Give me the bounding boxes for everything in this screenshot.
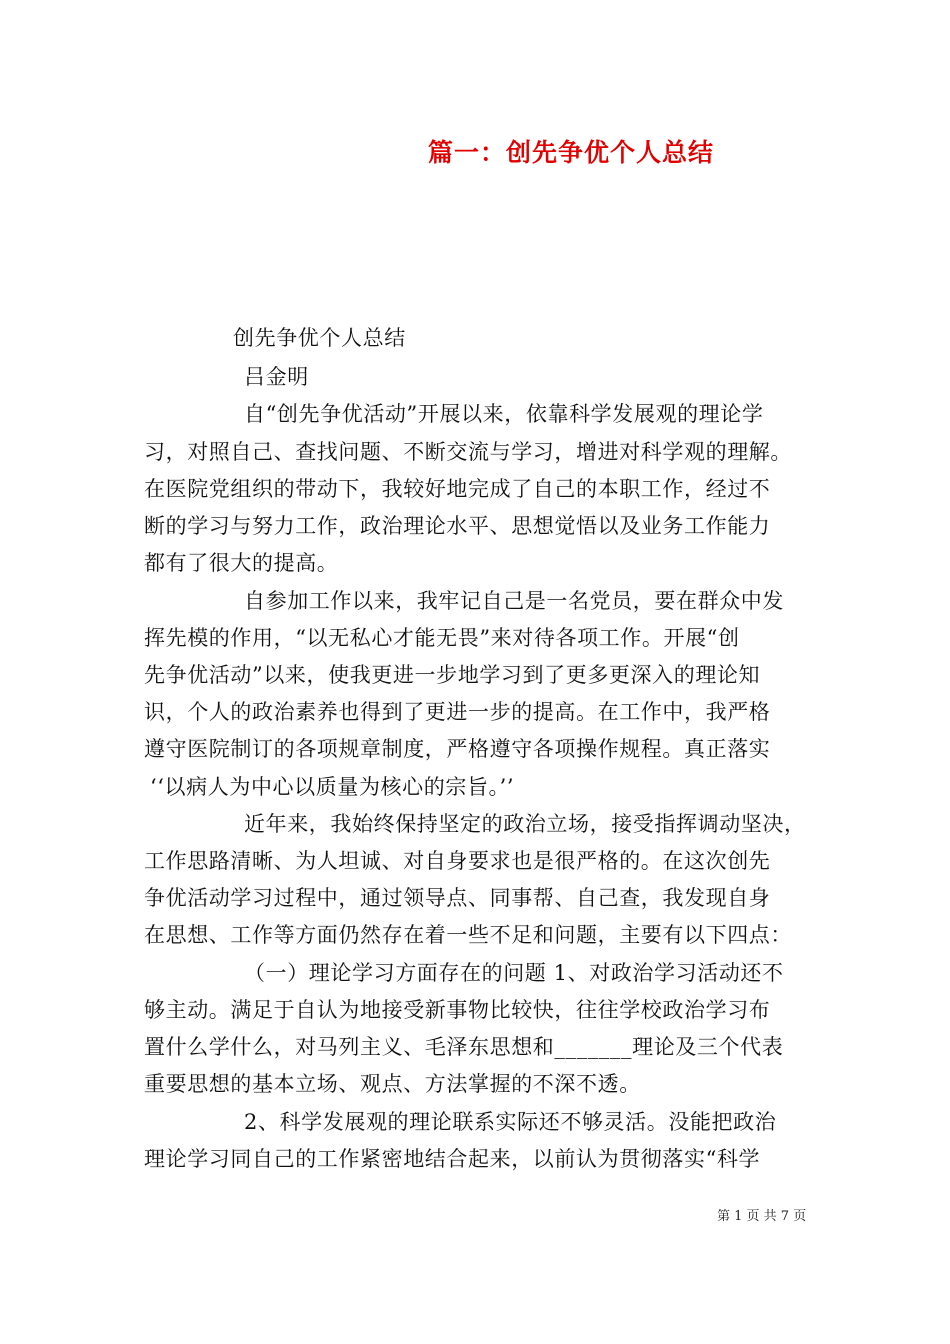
body-line: 遵守医院制订的各项规章制度，严格遵守各项操作规程。真正落实: [144, 737, 771, 761]
document-subtitle: 创先争优个人总结: [233, 326, 406, 350]
document-author: 吕金明: [244, 365, 309, 389]
body-line: 自“创先争优活动”开展以来，依靠科学发展观的理论学: [244, 402, 764, 426]
body-line: （一）理论学习方面存在的问题 1、对政治学习活动还不: [244, 961, 784, 985]
document-heading: 篇一：创先争优个人总结: [428, 138, 715, 167]
body-line: 断的学习与努力工作，政治理论水平、思想觉悟以及业务工作能力: [144, 514, 771, 538]
body-line: ‘‘以病人为中心以质量为核心的宗旨。’’: [150, 775, 515, 799]
body-line: 在思想、工作等方面仍然存在着一些不足和问题，主要有以下四点：: [144, 923, 792, 947]
body-line: 都有了很大的提高。: [144, 551, 339, 575]
body-line: 在医院党组织的带动下，我较好地完成了自己的本职工作，经过不: [144, 477, 771, 501]
body-line: 先争优活动”以来，使我更进一步地学习到了更多更深入的理论知: [144, 663, 761, 687]
body-line: 理论学习同自己的工作紧密地结合起来，以前认为贯彻落实“科学: [144, 1147, 761, 1171]
page-number: 第 1 页 共 7 页: [717, 1209, 807, 1224]
body-line: 识，个人的政治素养也得到了更进一步的提高。在工作中，我严格: [144, 700, 771, 724]
body-line: 近年来，我始终保持坚定的政治立场，接受指挥调动坚决，: [244, 812, 806, 836]
body-line: 争优活动学习过程中，通过领导点、同事帮、自己查，我发现自身: [144, 886, 771, 910]
body-line: 2、科学发展观的理论联系实际还不够灵活。没能把政治: [244, 1110, 777, 1134]
body-line: 置什么学什么，对马列主义、毛泽东思想和_______理论及三个代表: [144, 1035, 784, 1059]
body-line: 自参加工作以来，我牢记自己是一名党员，要在群众中发: [244, 589, 784, 613]
body-line: 挥先模的作用，“以无私心才能无畏”来对待各项工作。开展“创: [144, 626, 740, 650]
body-line: 够主动。满足于自认为地接受新事物比较快，往往学校政治学习布: [144, 998, 771, 1022]
body-line: 工作思路清晰、为人坦诚、对自身要求也是很严格的。在这次创先: [144, 849, 771, 873]
body-line: 重要思想的基本立场、观点、方法掌握的不深不透。: [144, 1072, 641, 1096]
body-line: 习，对照自己、查找问题、不断交流与学习，增进对科学观的理解。: [144, 440, 792, 464]
